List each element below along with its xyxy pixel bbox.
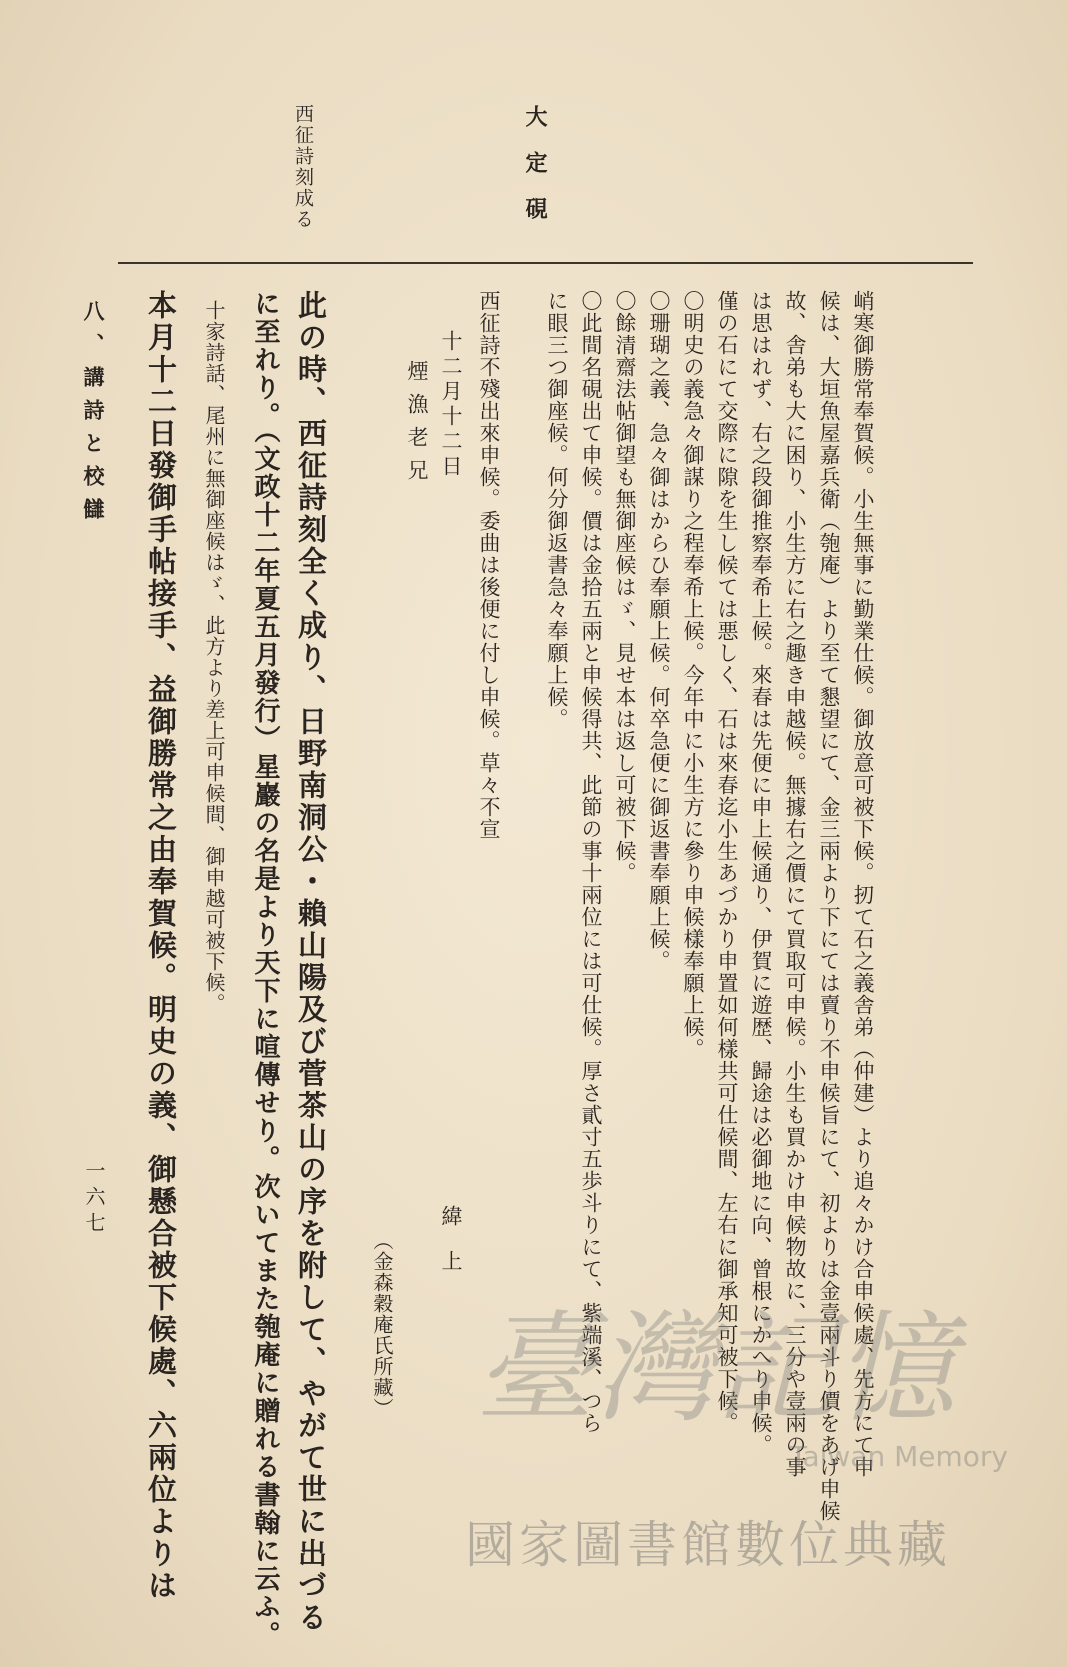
letter-addressee: 煙漁老兄	[405, 360, 429, 492]
letter-line: 西征詩不殘出來申候。委曲は後便に付し申候。草々不宣	[477, 290, 501, 840]
letter-line: は思はれず、右之段御推察奉希上候。來春は先便に申上候通り、伊賀に遊歴、歸途は必御地に向、曾根にかへり申候。	[749, 290, 773, 1456]
letter-line: に眼三つ御座候。何分御返書急々奉願上候。	[545, 290, 569, 730]
body-note-line: 十家詩話、尾州に無御座候はゞ、此方より差上可申候間、御申越可被下候。	[202, 300, 226, 1014]
letter-line: 〇明史の義急々御謀り之程奉希上候。今年中に小生方に參り申候樣奉願上候。	[681, 290, 705, 1060]
watermark-logo-text: 臺灣記憶	[475, 1300, 955, 1439]
letter-line: 峭寒御勝常奉賀候。小生無事に勤業仕候。御放意可被下候。扨て石之義舎弟（仲建）より追々かけ合申候處、先方にて申	[851, 290, 875, 1478]
letter-line: 候は、大垣魚屋嘉兵衛（匏庵）より至て懇望にて、金三兩より下にては賣り不申候旨にて、初よりは金壹兩斗り價をあげ申候	[817, 290, 841, 1522]
page-number: 一六七	[82, 1160, 106, 1238]
watermark-english: Taiwan Memory	[790, 1440, 1008, 1473]
letter-line: 〇此間名硯出て申候。價は金拾五兩と申候得共、此節の事十兩位には可仕候。厚さ貳寸五歩斗りにて、紫端溪、つら	[579, 290, 603, 1434]
body-line: 本月十二日發御手帖接手、益御勝常之由奉賀候。明史の義、御懸合被下候處、六兩位よりは	[144, 290, 178, 1602]
body-line: 此の時、西征詩刻全く成り、日野南洞公・賴山陽及び菅茶山の序を附して、やがて世に出づる	[294, 290, 328, 1634]
letter-date: 十二月十二日	[439, 330, 463, 480]
page-side-title: 西征詩刻成る	[292, 104, 314, 230]
page-header-title: 大定硯	[522, 105, 548, 243]
letter-line: 僅の石にて交際に隙を生し候ては悪しく、石は來春迄小生あづかり申置如何樣共可仕候間、左右に御承知可被下候。	[715, 290, 739, 1434]
body-line: に至れり。（文政十二年夏五月發行）星巖の名是より天下に喧傳せり。次いてまた匏庵に贈れる書翰に云ふ。	[250, 290, 280, 1649]
letter-signature: 緯上	[439, 1205, 463, 1295]
header-rule	[118, 262, 973, 264]
watermark-logo	[475, 1290, 995, 1450]
chapter-title: 八、講詩と校讎	[81, 300, 106, 531]
letter-line: 〇珊瑚之義、急々御はからひ奉願上候。何卒急便に御返書奉願上候。	[647, 290, 671, 972]
letter-line: 故、舎弟も大に困り、小生方に右之趣き申越候。無據右之價にて買取可申候。小生も買かけ申候物故に、三分や壹兩の事	[783, 290, 807, 1478]
source-note: （金森穀庵氏所藏）	[370, 1230, 394, 1419]
watermark-institution: 國家圖書館數位典藏	[465, 1516, 951, 1574]
letter-line: 〇餘清齋法帖御望も無御座候はゞ、見せ本は返し可被下候。	[613, 290, 637, 884]
